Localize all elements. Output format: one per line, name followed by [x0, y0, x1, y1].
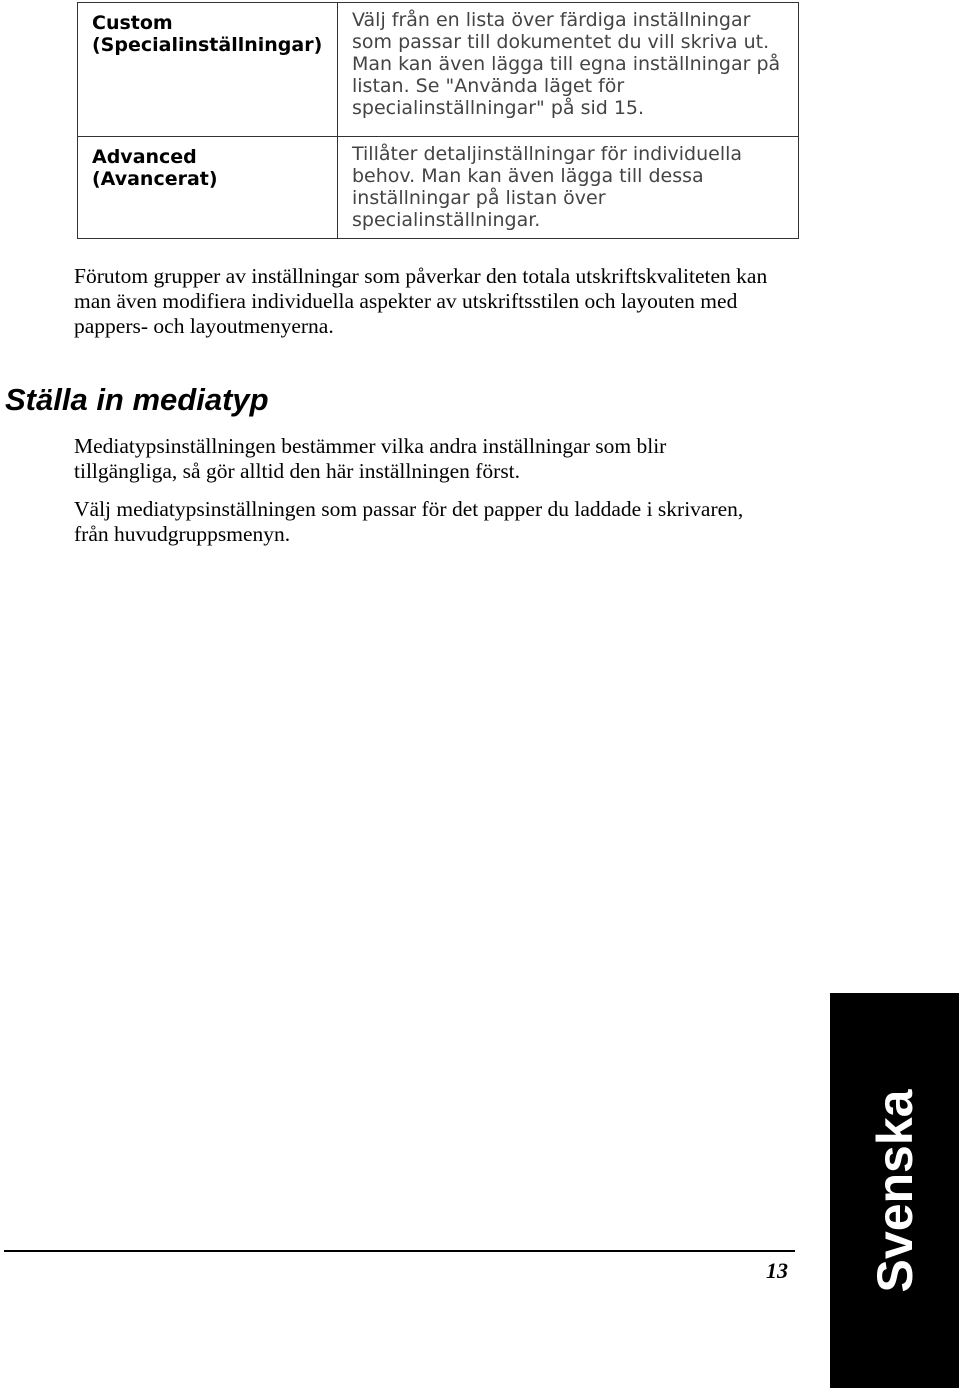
body-paragraph: Välj mediatypsinställningen som passar för det papper du laddade i skrivaren, från huvudgruppsmenyn. [74, 497, 744, 546]
page-number: 13 [766, 1258, 788, 1283]
intro-paragraph: Förutom grupper av inställningar som påverkar den totala utskriftskvaliteten kan man även modifiera individuella aspekter av utskriftsstilen och layouten med pappers- och layoutmenyerna. [74, 264, 768, 338]
setting-name-cell [78, 137, 338, 239]
section-heading: Ställa in mediatyp [5, 382, 269, 417]
setting-name: Custom [92, 12, 173, 34]
table-row [78, 137, 799, 239]
table-row [78, 3, 799, 137]
language-tab [830, 993, 959, 1388]
settings-table [77, 2, 799, 239]
language-tab-label: Svenska [866, 1089, 923, 1292]
setting-name: Advanced [92, 146, 197, 168]
setting-name-cell [78, 3, 338, 137]
setting-name-translation: (Specialinställningar) [92, 34, 323, 56]
setting-name-translation: (Avancerat) [92, 168, 218, 190]
setting-description: Tillåter detaljinställningar för individuella behov. Man kan även lägga till dessa inställningar på listan över specialinställningar. [338, 137, 799, 239]
footer-rule [4, 1250, 795, 1252]
body-paragraph: Mediatypsinställningen bestämmer vilka andra inställningar som blir tillgängliga, så gör alltid den här inställningen först. [74, 434, 667, 483]
setting-description: Välj från en lista över färdiga inställningar som passar till dokumentet du vill skriva ut. Man kan även lägga till egna inställningar på listan. Se "Använda läget för specialinställningar" på sid 15. [338, 3, 799, 137]
